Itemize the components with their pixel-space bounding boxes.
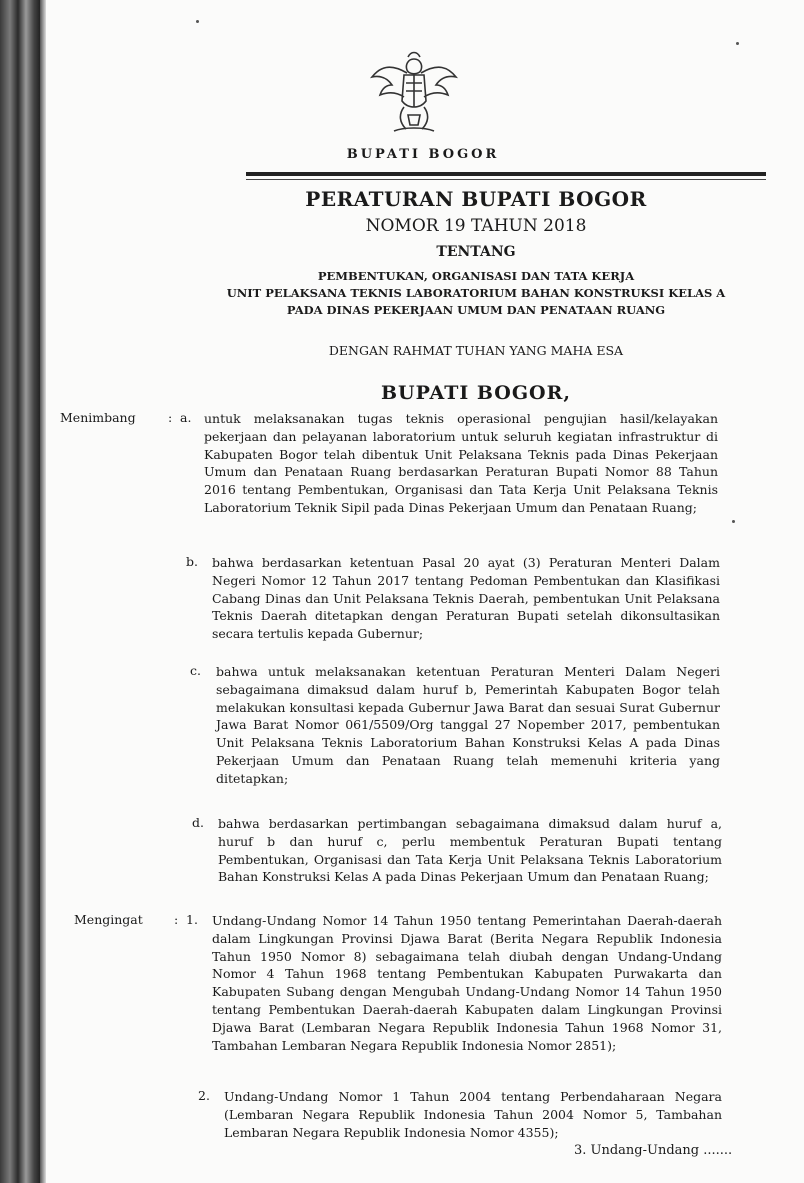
menimbang-item-c: bahwa untuk melaksanakan ketentuan Peraturan Menteri Dalam Negeri sebagaimana dimaksud dalam huruf b, Pemerintah Kabupaten Bogor telah melakukan konsultasi kepada Gubernur Jawa Barat dan sesuai Surat Gubernur Jawa Barat Nomor 061/5509/Org tanggal 27 Nopember 2017, pembentukan Unit Pelaksana Teknis Laboratorium Bahan Konstruksi Kelas A pada Dinas Pekerjaan Umum dan Penataan Ruang telah memenuhi kriteria yang ditetapkan; xyxy=(216,664,720,786)
item-marker: a. xyxy=(180,410,192,425)
subject-line: PADA DINAS PEKERJAAN UMUM DAN PENATAAN RUANG xyxy=(286,303,666,317)
document-page xyxy=(46,0,804,1183)
menimbang-colon: : xyxy=(168,410,173,425)
continuation-reference: 3. Undang-Undang ....... xyxy=(574,1143,733,1158)
subject-line: UNIT PELAKSANA TEKNIS LABORATORIUM BAHAN KONSTRUKSI KELAS A xyxy=(226,286,726,300)
mengingat-item-1: Undang-Undang Nomor 14 Tahun 1950 tentang Pemerintahan Daerah-daerah dalam Lingkungan Provinsi Djawa Barat (Berita Negara Republik Indonesia Tahun 1950 Nomor 8) sebagaimana telah diubah dengan Undang-Undang Nomor 4 Tahun 1968 tentang Pembentukan Kabupaten Purwakarta dan Kabupaten Subang dengan Mengubah Undang-Undang Nomor 14 Tahun 1950 tentang Pembentukan Daerah-daerah Kabupaten dalam Lingkungan Provinsi Djawa Barat (Lembaran Negara Republik Indonesia Tahun 1968 Nomor 31, Tambahan Lembaran Negara Republik Indonesia Nomor 2851); xyxy=(212,913,722,1053)
regulation-number: NOMOR 19 TAHUN 2018 xyxy=(365,216,587,236)
regent-heading: BUPATI BOGOR, xyxy=(380,382,572,404)
menimbang-label: Menimbang xyxy=(60,410,136,425)
scan-speck xyxy=(736,42,739,45)
blessing-line: DENGAN RAHMAT TUHAN YANG MAHA ESA xyxy=(328,343,624,358)
item-marker: c. xyxy=(190,663,201,678)
item-marker: 2. xyxy=(198,1088,210,1103)
menimbang-item-d: bahwa berdasarkan pertimbangan sebagaimana dimaksud dalam huruf a, huruf b dan huruf c, perlu membentuk Peraturan Bupati tentang Pembentukan, Organisasi dan Tata Kerja Unit Pelaksana Teknis Laboratorium Bahan Konstruksi Kelas A pada Dinas Pekerjaan Umum dan Penataan Ruang; xyxy=(218,816,722,885)
garuda-emblem-icon xyxy=(364,45,464,137)
header-rule-thick xyxy=(246,172,766,176)
item-marker: 1. xyxy=(186,912,198,927)
menimbang-item-a: untuk melaksanakan tugas teknis operasional pengujian hasil/kelayakan pekerjaan dan pelayanan laboratorium untuk seluruh kegiatan infrastruktur di Kabupaten Bogor telah dibentuk Unit Pelaksana Teknis pada Dinas Pekerjaan Umum dan Penataan Ruang berdasarkan Peraturan Bupati Nomor 88 Tahun 2016 tentang Pembentukan, Organisasi dan Tata Kerja Unit Pelaksana Teknis Laboratorium Teknik Sipil pada Dinas Pekerjaan Umum dan Penataan Ruang; xyxy=(204,411,718,515)
subject-line: PEMBENTUKAN, ORGANISASI DAN TATA KERJA xyxy=(317,269,635,283)
scan-speck xyxy=(196,20,199,23)
item-marker: d. xyxy=(192,815,204,830)
menimbang-item-b: bahwa berdasarkan ketentuan Pasal 20 ayat (3) Peraturan Menteri Dalam Negeri Nomor 12 Tahun 2017 tentang Pedoman Pembentukan dan Klasifikasi Cabang Dinas dan Unit Pelaksana Teknis Daerah, pembentukan Unit Pelaksana Teknis Daerah ditetapkan dengan Peraturan Bupati setelah dikonsultasikan secara tertulis kepada Gubernur; xyxy=(212,555,720,642)
item-marker: b. xyxy=(186,554,198,569)
scan-binding-edge xyxy=(0,0,40,1183)
mengingat-colon: : xyxy=(174,912,179,927)
mengingat-label: Mengingat xyxy=(74,912,143,927)
regulation-title: PERATURAN BUPATI BOGOR xyxy=(305,187,647,211)
office-heading: BUPATI BOGOR xyxy=(346,147,500,162)
mengingat-item-2: Undang-Undang Nomor 1 Tahun 2004 tentang Perbendaharaan Negara (Lembaran Negara Republik Indonesia Tahun 2004 Nomor 5, Tambahan Lembaran Negara Republik Indonesia Nomor 4355); xyxy=(224,1089,722,1140)
regulation-about: TENTANG xyxy=(436,244,516,260)
header-rule-thin xyxy=(246,179,766,180)
scan-speck xyxy=(732,520,735,523)
regulation-subject xyxy=(126,268,804,319)
